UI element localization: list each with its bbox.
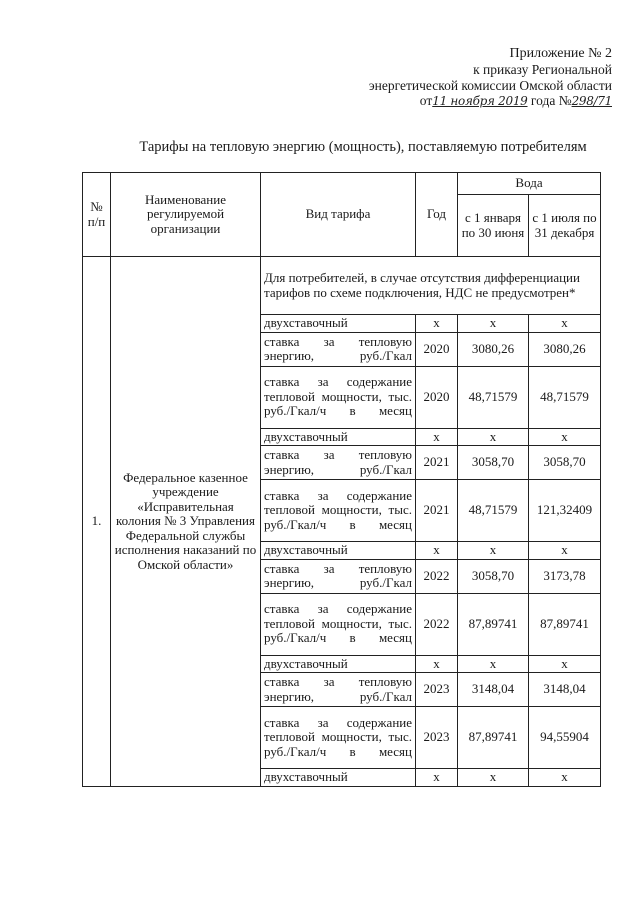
header-type: Вид тарифа bbox=[261, 173, 416, 257]
appendix-header bbox=[369, 46, 612, 94]
year-cell: х bbox=[416, 769, 458, 787]
period-1-value: х bbox=[458, 315, 529, 333]
year-cell: х bbox=[416, 315, 458, 333]
period-1-value: 48,71579 bbox=[458, 366, 529, 428]
period-2-value: 3058,70 bbox=[529, 446, 601, 480]
period-2-value: 3173,78 bbox=[529, 559, 601, 593]
year-cell: 2020 bbox=[416, 366, 458, 428]
period-2-value: 3080,26 bbox=[529, 332, 601, 366]
period-2-value: 121,32409 bbox=[529, 480, 601, 542]
tariff-type-cell: двухставочный bbox=[261, 542, 416, 560]
year-cell: 2021 bbox=[416, 446, 458, 480]
row-number: 1. bbox=[83, 257, 111, 787]
year-cell: 2022 bbox=[416, 593, 458, 655]
period-1-value: 87,89741 bbox=[458, 707, 529, 769]
tariff-type-cell: двухставочный bbox=[261, 428, 416, 446]
header-water: Вода bbox=[458, 173, 601, 195]
year-cell: х bbox=[416, 542, 458, 560]
period-2-value: 87,89741 bbox=[529, 593, 601, 655]
period-1-value: 48,71579 bbox=[458, 480, 529, 542]
tariff-type-cell: двухставочный bbox=[261, 315, 416, 333]
period-1-value: х bbox=[458, 428, 529, 446]
handwritten-number: 298/71 bbox=[571, 94, 612, 108]
document-title: Тарифы на тепловую энергию (мощность), поставляемую потребителям bbox=[139, 139, 587, 155]
period-1-value: 3080,26 bbox=[458, 332, 529, 366]
tariff-type-cell: ставка за содержание тепловой мощности, тыс. руб./Гкал/ч в месяц bbox=[261, 593, 416, 655]
period-1-value: 3058,70 bbox=[458, 446, 529, 480]
tariff-type-cell: ставка за тепловую энергию, руб./Гкал bbox=[261, 673, 416, 707]
period-1-value: 3058,70 bbox=[458, 559, 529, 593]
year-cell: 2020 bbox=[416, 332, 458, 366]
handwritten-date: 11 ноября 2019 bbox=[432, 94, 528, 108]
tariff-type-cell: ставка за тепловую энергию, руб./Гкал bbox=[261, 332, 416, 366]
period-2-value: х bbox=[529, 655, 601, 673]
period-2-value: 48,71579 bbox=[529, 366, 601, 428]
period-1-value: 87,89741 bbox=[458, 593, 529, 655]
period-2-value: х bbox=[529, 315, 601, 333]
note-row: Для потребителей, в случае отсутствия дифференциации тарифов по схеме подключения, НДС не предусмотрен* bbox=[261, 257, 601, 315]
tariff-type-cell: ставка за тепловую энергию, руб./Гкал bbox=[261, 559, 416, 593]
period-1-value: х bbox=[458, 769, 529, 787]
period-2-value: х bbox=[529, 542, 601, 560]
appendix-number: Приложение № 2 bbox=[509, 46, 612, 61]
date-prefix: от bbox=[419, 93, 433, 108]
tariff-table bbox=[82, 172, 601, 787]
period-1-value: х bbox=[458, 655, 529, 673]
tariff-type-cell: ставка за содержание тепловой мощности, тыс. руб./Гкал/ч в месяц bbox=[261, 480, 416, 542]
period-2-value: х bbox=[529, 769, 601, 787]
year-cell: х bbox=[416, 428, 458, 446]
year-word: года № bbox=[530, 93, 572, 108]
order-reference: к приказу Региональной bbox=[473, 62, 612, 77]
header-org: Наименование регулируемой организации bbox=[111, 173, 261, 257]
header-period-2: с 1 июля по 31 декабря bbox=[529, 195, 601, 257]
header-period-1: с 1 января по 30 июня bbox=[458, 195, 529, 257]
year-cell: 2021 bbox=[416, 480, 458, 542]
period-2-value: х bbox=[529, 428, 601, 446]
year-cell: 2023 bbox=[416, 673, 458, 707]
tariff-type-cell: ставка за тепловую энергию, руб./Гкал bbox=[261, 446, 416, 480]
header-year: Год bbox=[416, 173, 458, 257]
tariff-type-cell: ставка за содержание тепловой мощности, тыс. руб./Гкал/ч в месяц bbox=[261, 366, 416, 428]
period-2-value: 3148,04 bbox=[529, 673, 601, 707]
period-1-value: 3148,04 bbox=[458, 673, 529, 707]
period-2-value: 94,55904 bbox=[529, 707, 601, 769]
tariff-type-cell: двухставочный bbox=[261, 655, 416, 673]
year-cell: 2023 bbox=[416, 707, 458, 769]
year-cell: 2022 bbox=[416, 559, 458, 593]
period-1-value: х bbox=[458, 542, 529, 560]
year-cell: х bbox=[416, 655, 458, 673]
order-date-line bbox=[420, 93, 612, 109]
tariff-type-cell: двухставочный bbox=[261, 769, 416, 787]
tariff-type-cell: ставка за содержание тепловой мощности, тыс. руб./Гкал/ч в месяц bbox=[261, 707, 416, 769]
header-num: № п/п bbox=[83, 173, 111, 257]
commission-name: энергетической комиссии Омской области bbox=[368, 78, 612, 93]
organization-name: Федеральное казенное учреждение «Исправительная колония № 3 Управления Федеральной службы исполнения наказаний по Омской области» bbox=[111, 257, 261, 787]
